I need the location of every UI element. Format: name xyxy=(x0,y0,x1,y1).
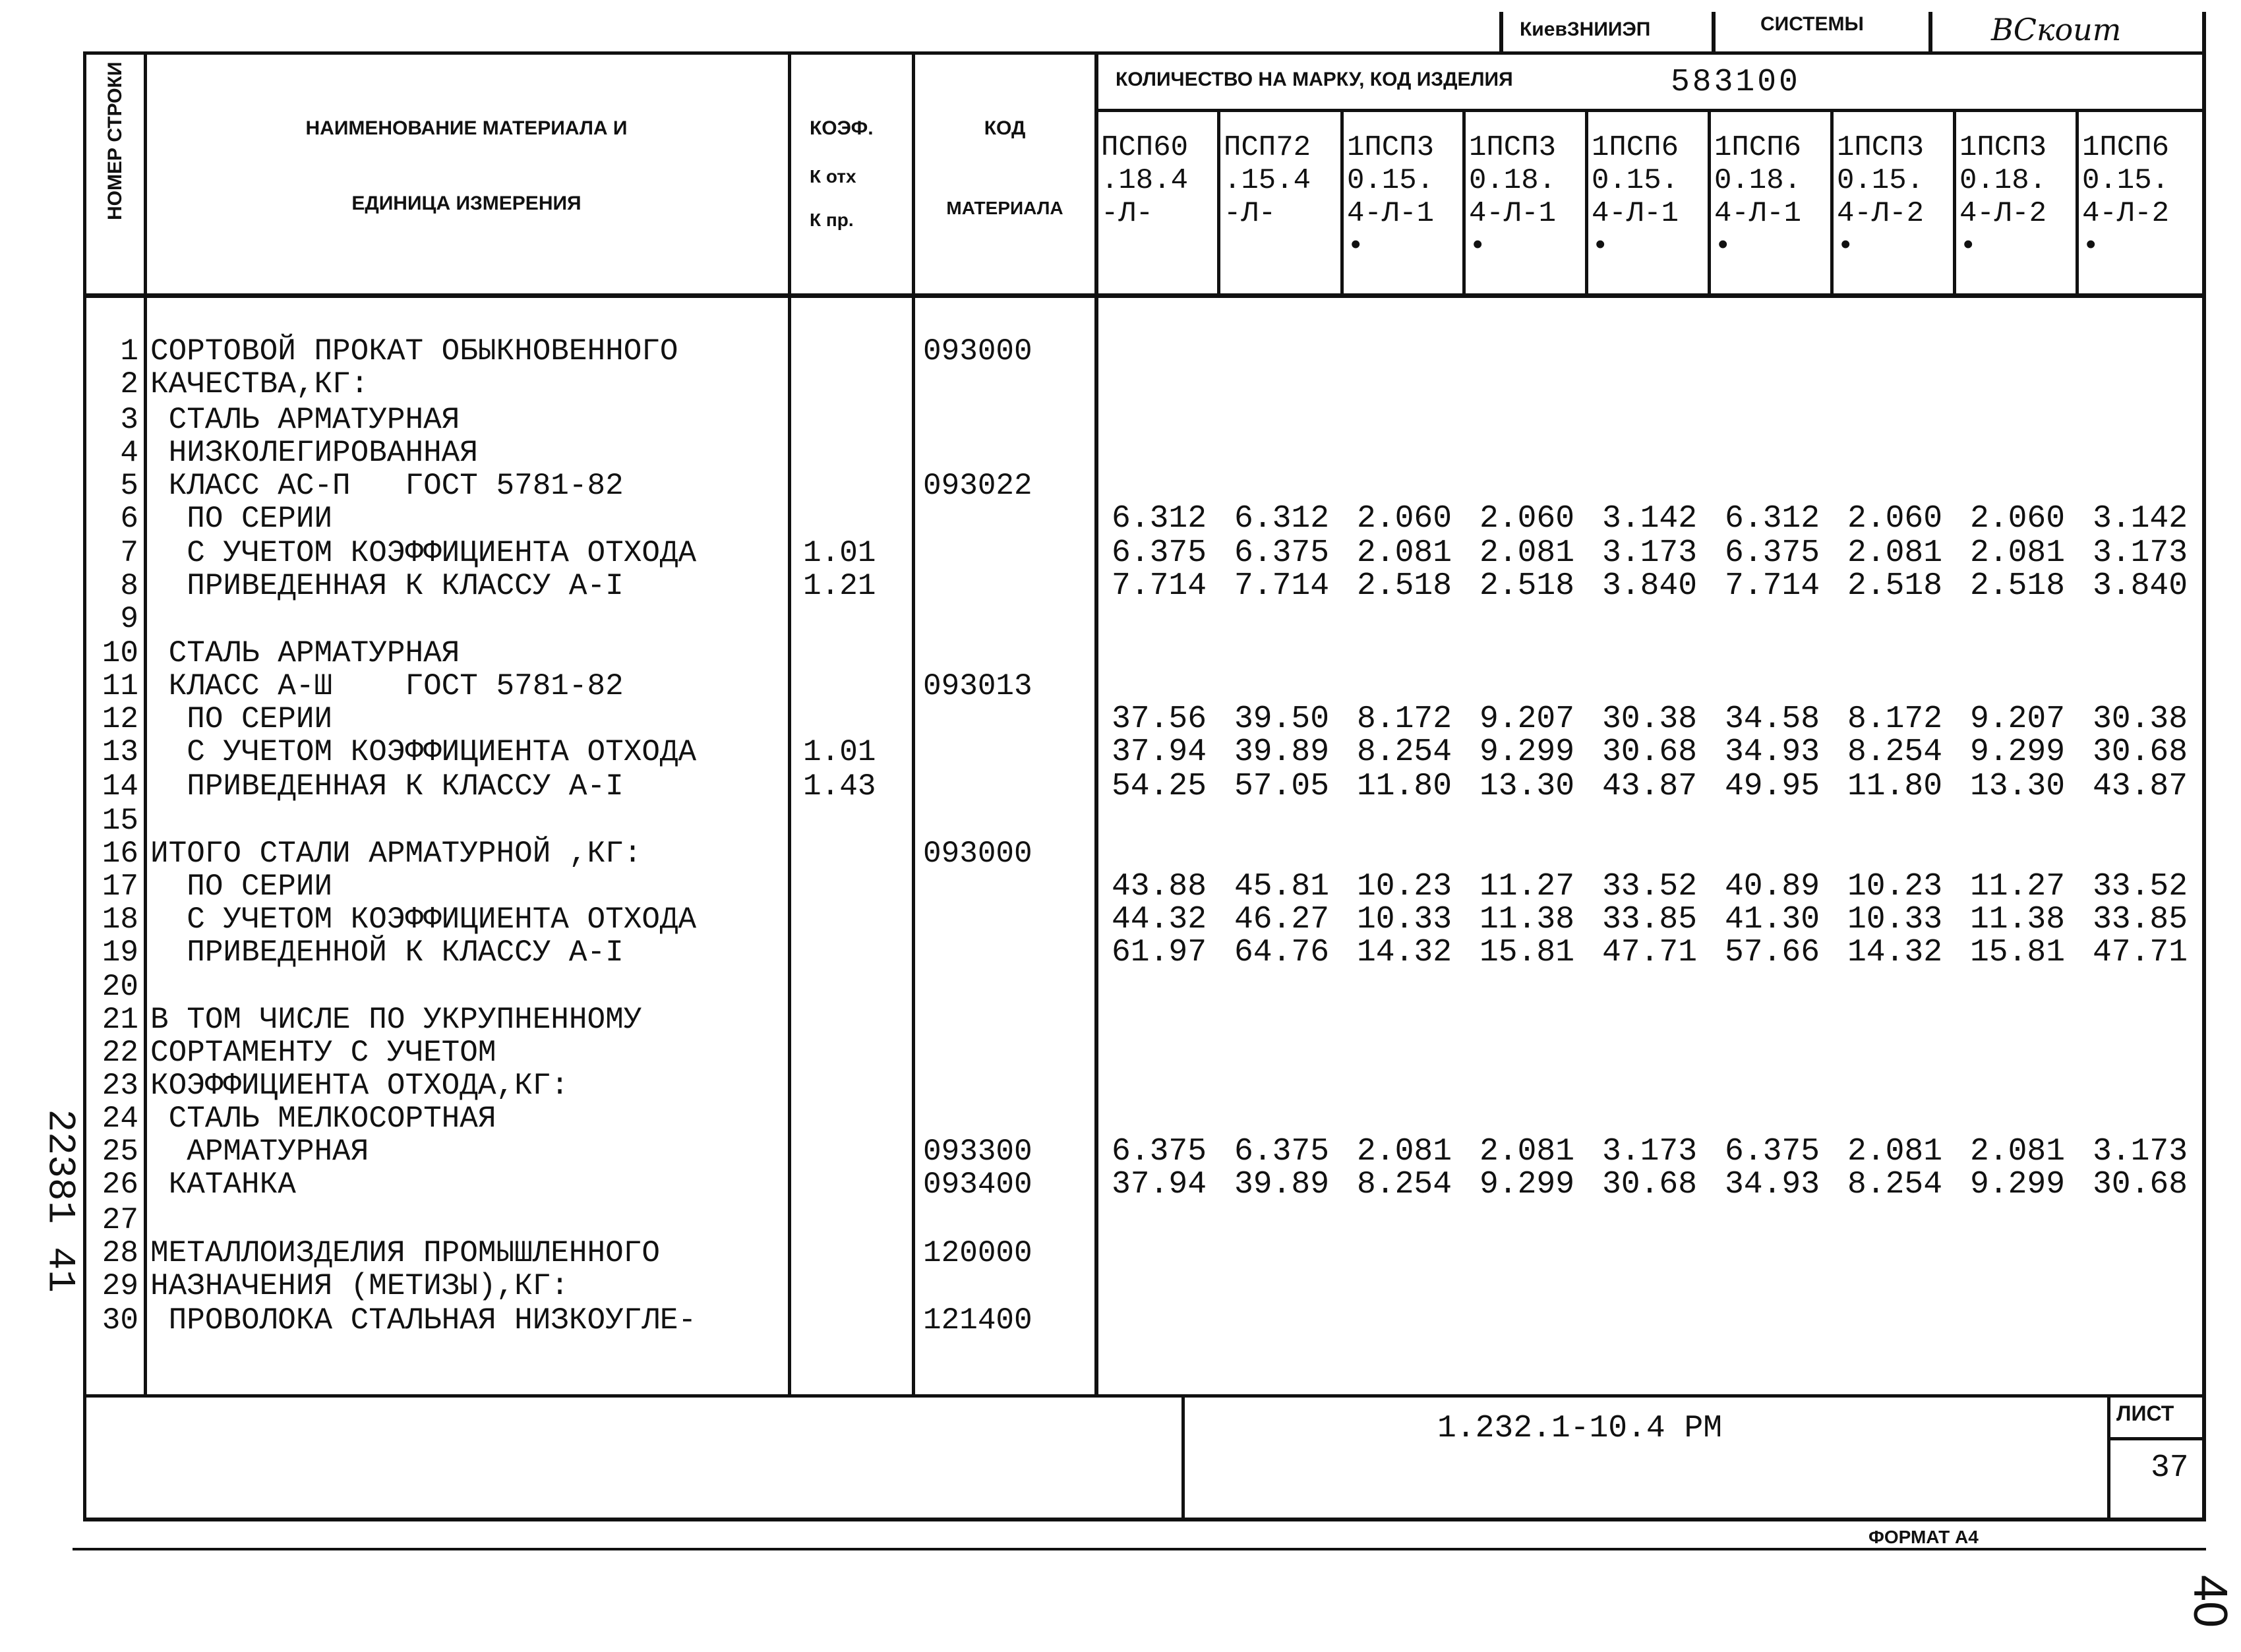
quantity-cell: 47.71 xyxy=(1601,935,1698,970)
quantity-cell: 43.87 xyxy=(1601,769,1698,804)
footer-divider xyxy=(2107,1394,2110,1519)
quantity-cell: 2.518 xyxy=(1847,568,1943,604)
row-number: 28 xyxy=(102,1236,138,1270)
quantity-cell: 2.081 xyxy=(1969,1134,2066,1169)
quantity-cell: 14.32 xyxy=(1356,935,1452,970)
material-code: 093300 xyxy=(923,1135,1032,1169)
row-number: 12 xyxy=(102,702,138,736)
quantity-cell: 37.94 xyxy=(1111,1167,1207,1202)
quantity-cell: 11.27 xyxy=(1479,869,1575,904)
quantity-cell: 41.30 xyxy=(1724,902,1820,937)
quantity-cell: 2.060 xyxy=(1479,501,1575,537)
footer-separator xyxy=(83,1394,2206,1398)
mark-header-line: 4-Л-1 xyxy=(1592,197,1679,230)
material-name: В ТОМ ЧИСЛЕ ПО УКРУПНЕННОМУ xyxy=(150,1003,642,1037)
footer-divider xyxy=(1181,1394,1185,1519)
quantity-cell: 37.94 xyxy=(1111,734,1207,770)
row-number: 21 xyxy=(102,1003,138,1037)
doc-code: 1.232.1-10.4 РМ xyxy=(1437,1411,1723,1446)
quantity-cell: 8.254 xyxy=(1847,734,1943,770)
quantity-cell: 30.68 xyxy=(2092,734,2188,770)
row-number: 5 xyxy=(120,469,138,503)
row-number-header: НОМЕР СТРОКИ xyxy=(104,61,126,220)
material-code: 093400 xyxy=(923,1167,1032,1202)
quantity-cell: 6.375 xyxy=(1724,1134,1820,1169)
row-number: 27 xyxy=(102,1203,138,1237)
material-name: ИТОГО СТАЛИ АРМАТУРНОЙ ,КГ: xyxy=(150,837,642,871)
koef-header-line1: КОЭФ. xyxy=(810,117,874,139)
quantity-cell: 3.840 xyxy=(2092,568,2188,604)
mark-divider xyxy=(1830,109,1834,297)
quantity-cell: 10.33 xyxy=(1847,902,1943,937)
stamp-dept: СИСТЕМЫ xyxy=(1760,13,1864,35)
material-name: НАЗНАЧЕНИЯ (МЕТИЗЫ),КГ: xyxy=(150,1269,569,1303)
material-name: С УЧЕТОМ КОЭФФИЦИЕНТА ОТХОДА xyxy=(150,536,697,570)
col-line xyxy=(1094,51,1098,1396)
quantity-cell: 6.375 xyxy=(1234,1134,1330,1169)
quantity-cell: 33.52 xyxy=(1601,869,1698,904)
row-number: 17 xyxy=(102,870,138,904)
mark-header-line: 4-Л-1 xyxy=(1714,197,1802,230)
quantity-cell: 57.66 xyxy=(1724,935,1820,970)
quantity-cell: 6.312 xyxy=(1724,501,1820,537)
stamp-divider xyxy=(1499,12,1503,54)
mark-header-line: -Л- xyxy=(1224,197,1276,230)
quantity-cell: 8.254 xyxy=(1847,1167,1943,1202)
quantity-cell: 2.081 xyxy=(1356,1134,1452,1169)
quantity-cell: 61.97 xyxy=(1111,935,1207,970)
quantity-cell: 6.375 xyxy=(1111,1134,1207,1169)
mark-divider xyxy=(1585,109,1588,297)
header-separator xyxy=(83,293,2206,298)
mark-divider xyxy=(1462,109,1466,297)
quantity-cell: 6.312 xyxy=(1234,501,1330,537)
name-header-line2: ЕДИНИЦА ИЗМЕРЕНИЯ xyxy=(351,192,582,214)
row-number: 22 xyxy=(102,1036,138,1070)
material-name: ПРИВЕДЕННАЯ К КЛАССУ А-I xyxy=(150,769,624,804)
koef-header-line3: К пр. xyxy=(810,210,854,230)
code-header-line2: МАТЕРИАЛА xyxy=(946,198,1063,218)
row-number: 6 xyxy=(120,502,138,536)
quantity-cell: 6.312 xyxy=(1111,501,1207,537)
quantity-cell: 3.142 xyxy=(1601,501,1698,537)
quantity-cell: 30.68 xyxy=(2092,1167,2188,1202)
quantity-cell: 9.299 xyxy=(1479,1167,1575,1202)
mark-header-line: 0.18. xyxy=(1959,164,2047,197)
material-name: МЕТАЛЛОИЗДЕЛИЯ ПРОМЫШЛЕННОГО xyxy=(150,1236,660,1270)
row-number: 1 xyxy=(120,334,138,369)
row-number: 7 xyxy=(120,536,138,570)
quantity-cell: 3.173 xyxy=(2092,535,2188,571)
quantity-cell: 11.38 xyxy=(1969,902,2066,937)
mark-header-line: 4-Л-2 xyxy=(1959,197,2047,230)
quantity-cell: 57.05 xyxy=(1234,769,1330,804)
quantity-cell: 2.518 xyxy=(1479,568,1575,604)
material-name: С УЧЕТОМ КОЭФФИЦИЕНТА ОТХОДА xyxy=(150,735,697,769)
quantity-cell: 43.87 xyxy=(2092,769,2188,804)
quantity-cell: 33.85 xyxy=(2092,902,2188,937)
quantity-cell: 64.76 xyxy=(1234,935,1330,970)
row-number: 24 xyxy=(102,1102,138,1136)
quantity-cell: 13.30 xyxy=(1969,769,2066,804)
col-line xyxy=(912,51,915,1396)
mark-header-line: ПСП60 xyxy=(1101,131,1189,164)
material-name: ПРИВЕДЕННОЙ К КЛАССУ А-I xyxy=(150,935,624,970)
mark-header-line: 0.15. xyxy=(1837,164,1925,197)
quantity-cell: 9.207 xyxy=(1479,701,1575,737)
quantity-cell: 13.30 xyxy=(1479,769,1575,804)
quantity-cell: 39.89 xyxy=(1234,1167,1330,1202)
quantity-cell: 8.254 xyxy=(1356,1167,1452,1202)
row-number: 18 xyxy=(102,902,138,937)
page-number: 40 xyxy=(2184,1574,2236,1628)
mark-header-line: 1ПСП6 xyxy=(1714,131,1802,164)
format-label: ФОРМАТ А4 xyxy=(1868,1527,1979,1547)
mark-divider xyxy=(1217,109,1220,297)
row-number: 25 xyxy=(102,1135,138,1169)
row-number: 19 xyxy=(102,935,138,970)
row-number: 16 xyxy=(102,837,138,871)
quantity-cell: 34.93 xyxy=(1724,734,1820,770)
material-code: 120000 xyxy=(923,1236,1032,1270)
quantity-cell: 11.80 xyxy=(1356,769,1452,804)
mark-header-line: 4-Л-1 xyxy=(1347,197,1435,230)
quantity-cell: 9.207 xyxy=(1969,701,2066,737)
row-number: 10 xyxy=(102,636,138,670)
quantity-cell: 2.060 xyxy=(1847,501,1943,537)
quantity-cell: 33.85 xyxy=(1601,902,1698,937)
quantity-cell: 33.52 xyxy=(2092,869,2188,904)
quantity-cell: 2.060 xyxy=(1969,501,2066,537)
quantity-cell: 14.32 xyxy=(1847,935,1943,970)
quantity-cell: 3.173 xyxy=(1601,1134,1698,1169)
quantity-cell: 8.254 xyxy=(1356,734,1452,770)
quantity-cell: 9.299 xyxy=(1969,734,2066,770)
sheet-number: 37 xyxy=(2151,1450,2189,1486)
quantity-cell: 46.27 xyxy=(1234,902,1330,937)
material-name: ПРИВЕДЕННАЯ К КЛАССУ А-I xyxy=(150,569,624,603)
quantity-cell: 30.68 xyxy=(1601,1167,1698,1202)
row-number: 14 xyxy=(102,769,138,804)
quantity-cell: 2.518 xyxy=(1356,568,1452,604)
quantity-cell: 8.172 xyxy=(1847,701,1943,737)
quantity-cell: 10.23 xyxy=(1356,869,1452,904)
material-name: КЛАСС АС-П ГОСТ 5781-82 xyxy=(150,469,624,503)
mark-header-line: .18.4 xyxy=(1101,164,1189,197)
quantity-cell: 9.299 xyxy=(1969,1167,2066,1202)
mark-header-line: • xyxy=(2082,230,2100,263)
quantity-cell: 39.89 xyxy=(1234,734,1330,770)
material-name: ПО СЕРИИ xyxy=(150,502,333,536)
row-number: 2 xyxy=(120,367,138,401)
material-name: ПО СЕРИИ xyxy=(150,702,333,736)
stamp-org: КиевЗНИИЭП xyxy=(1520,18,1651,40)
material-name: СОРТОВОЙ ПРОКАТ ОБЫКНОВЕННОГО xyxy=(150,334,678,369)
name-header-line1: НАИМЕНОВАНИЕ МАТЕРИАЛА И xyxy=(305,117,628,139)
quantity-cell: 30.38 xyxy=(2092,701,2188,737)
row-number: 4 xyxy=(120,436,138,470)
quantity-header-line xyxy=(1094,109,2206,112)
quantity-cell: 10.33 xyxy=(1356,902,1452,937)
quantity-cell: 34.58 xyxy=(1724,701,1820,737)
quantity-cell: 30.38 xyxy=(1601,701,1698,737)
frame-right xyxy=(2202,12,2206,1521)
quantity-cell: 49.95 xyxy=(1724,769,1820,804)
mark-header-line: • xyxy=(1837,230,1855,263)
quantity-cell: 7.714 xyxy=(1234,568,1330,604)
quantity-cell: 10.23 xyxy=(1847,869,1943,904)
quantity-cell: 47.71 xyxy=(2092,935,2188,970)
mark-header-line: -Л- xyxy=(1101,197,1154,230)
quantity-cell: 30.68 xyxy=(1601,734,1698,770)
material-name: С УЧЕТОМ КОЭФФИЦИЕНТА ОТХОДА xyxy=(150,902,697,937)
mark-header-line: • xyxy=(1469,230,1487,263)
row-number: 9 xyxy=(120,602,138,636)
mark-header-line: 1ПСП3 xyxy=(1959,131,2047,164)
quantity-cell: 6.375 xyxy=(1724,535,1820,571)
quantity-cell: 15.81 xyxy=(1479,935,1575,970)
mark-header-line: 0.18. xyxy=(1714,164,1802,197)
quantity-cell: 2.081 xyxy=(1969,535,2066,571)
row-number: 23 xyxy=(102,1069,138,1103)
material-name: НИЗКОЛЕГИРОВАННАЯ xyxy=(150,436,478,470)
mark-header-line: 1ПСП3 xyxy=(1837,131,1925,164)
quantity-cell: 44.32 xyxy=(1111,902,1207,937)
code-header-line1: КОД xyxy=(984,117,1026,139)
mark-header-line: 4-Л-2 xyxy=(2082,197,2170,230)
material-name: СОРТАМЕНТУ С УЧЕТОМ xyxy=(150,1036,496,1070)
quantity-cell: 37.56 xyxy=(1111,701,1207,737)
quantity-header: КОЛИЧЕСТВО НА МАРКУ, КОД ИЗДЕЛИЯ xyxy=(1116,69,1513,90)
mark-header-line: • xyxy=(1347,230,1365,263)
koef-value: 1.01 xyxy=(803,735,876,769)
mark-header-line: 1ПСП3 xyxy=(1469,131,1557,164)
mark-header-line: 4-Л-2 xyxy=(1837,197,1925,230)
mark-header-line: .15.4 xyxy=(1224,164,1311,197)
sheet-label: ЛИСТ xyxy=(2116,1401,2174,1425)
quantity-cell: 45.81 xyxy=(1234,869,1330,904)
material-name: КЛАСС А-Ш ГОСТ 5781-82 xyxy=(150,669,624,703)
mark-header-line: • xyxy=(1714,230,1732,263)
signature: ВСкоит xyxy=(1991,12,2122,47)
mark-header-line: 0.15. xyxy=(1347,164,1435,197)
material-name: СТАЛЬ МЕЛКОСОРТНАЯ xyxy=(150,1102,496,1136)
row-number: 20 xyxy=(102,970,138,1004)
cut-line xyxy=(73,1548,2206,1550)
mark-header-line: ПСП72 xyxy=(1224,131,1311,164)
quantity-cell: 6.375 xyxy=(1234,535,1330,571)
quantity-cell: 11.80 xyxy=(1847,769,1943,804)
material-name: ПО СЕРИИ xyxy=(150,870,333,904)
quantity-cell: 2.081 xyxy=(1479,1134,1575,1169)
material-name: КОЭФФИЦИЕНТА ОТХОДА,КГ: xyxy=(150,1069,569,1103)
quantity-cell: 2.081 xyxy=(1356,535,1452,571)
mark-header-line: 0.18. xyxy=(1469,164,1557,197)
quantity-cell: 11.27 xyxy=(1969,869,2066,904)
mark-header-line: 1ПСП3 xyxy=(1347,131,1435,164)
material-code: 093022 xyxy=(923,469,1032,503)
mark-divider xyxy=(1340,109,1344,297)
quantity-cell: 9.299 xyxy=(1479,734,1575,770)
quantity-cell: 34.93 xyxy=(1724,1167,1820,1202)
material-code: 121400 xyxy=(923,1303,1032,1338)
quantity-cell: 54.25 xyxy=(1111,769,1207,804)
col-line xyxy=(788,51,791,1396)
quantity-cell: 2.060 xyxy=(1356,501,1452,537)
quantity-cell: 3.173 xyxy=(1601,535,1698,571)
frame-bottom xyxy=(83,1518,2206,1521)
mark-header-line: 0.15. xyxy=(1592,164,1679,197)
quantity-cell: 3.173 xyxy=(2092,1134,2188,1169)
quantity-cell: 15.81 xyxy=(1969,935,2066,970)
material-name: КАЧЕСТВА,КГ: xyxy=(150,367,369,401)
row-number: 26 xyxy=(102,1167,138,1202)
quantity-cell: 8.172 xyxy=(1356,701,1452,737)
row-number: 29 xyxy=(102,1269,138,1303)
koef-value: 1.43 xyxy=(803,769,876,804)
mark-header-line: 4-Л-1 xyxy=(1469,197,1557,230)
quantity-cell: 2.081 xyxy=(1479,535,1575,571)
stamp-divider xyxy=(1712,12,1716,54)
material-name: ПРОВОЛОКА СТАЛЬНАЯ НИЗКОУГЛЕ- xyxy=(150,1303,697,1338)
mark-header-line: 1ПСП6 xyxy=(2082,131,2170,164)
quantity-cell: 3.142 xyxy=(2092,501,2188,537)
material-name: СТАЛЬ АРМАТУРНАЯ xyxy=(150,636,460,670)
mark-header-line: 0.15. xyxy=(2082,164,2170,197)
stamp-divider xyxy=(1928,12,1932,54)
quantity-cell: 7.714 xyxy=(1111,568,1207,604)
koef-header-line2: К отх xyxy=(810,166,856,187)
quantity-cell: 43.88 xyxy=(1111,869,1207,904)
material-name: СТАЛЬ АРМАТУРНАЯ xyxy=(150,403,460,437)
product-code: 583100 xyxy=(1671,65,1801,100)
col-line xyxy=(144,51,147,1396)
mark-header-line: • xyxy=(1592,230,1609,263)
quantity-cell: 6.375 xyxy=(1111,535,1207,571)
quantity-cell: 11.38 xyxy=(1479,902,1575,937)
quantity-cell: 7.714 xyxy=(1724,568,1820,604)
row-number: 13 xyxy=(102,735,138,769)
quantity-cell: 40.89 xyxy=(1724,869,1820,904)
sheet-line xyxy=(2107,1437,2206,1440)
row-number: 8 xyxy=(120,569,138,603)
mark-header-line: 1ПСП6 xyxy=(1592,131,1679,164)
koef-value: 1.21 xyxy=(803,569,876,603)
material-name: АРМАТУРНАЯ xyxy=(150,1135,369,1169)
mark-divider xyxy=(1708,109,1711,297)
row-number: 30 xyxy=(102,1303,138,1338)
frame-top xyxy=(83,51,2206,55)
row-number: 3 xyxy=(120,403,138,437)
mark-divider xyxy=(1953,109,1956,297)
material-name: КАТАНКА xyxy=(150,1167,296,1202)
quantity-cell: 3.840 xyxy=(1601,568,1698,604)
mark-header-line: • xyxy=(1959,230,1977,263)
margin-note: 22381 41 xyxy=(38,1109,81,1293)
quantity-cell: 2.518 xyxy=(1969,568,2066,604)
material-code: 093000 xyxy=(923,837,1032,871)
row-number: 15 xyxy=(102,804,138,838)
row-number: 11 xyxy=(102,669,138,703)
koef-value: 1.01 xyxy=(803,536,876,570)
quantity-cell: 2.081 xyxy=(1847,1134,1943,1169)
quantity-cell: 2.081 xyxy=(1847,535,1943,571)
quantity-cell: 39.50 xyxy=(1234,701,1330,737)
material-code: 093000 xyxy=(923,334,1032,369)
mark-divider xyxy=(2076,109,2079,297)
material-code: 093013 xyxy=(923,669,1032,703)
